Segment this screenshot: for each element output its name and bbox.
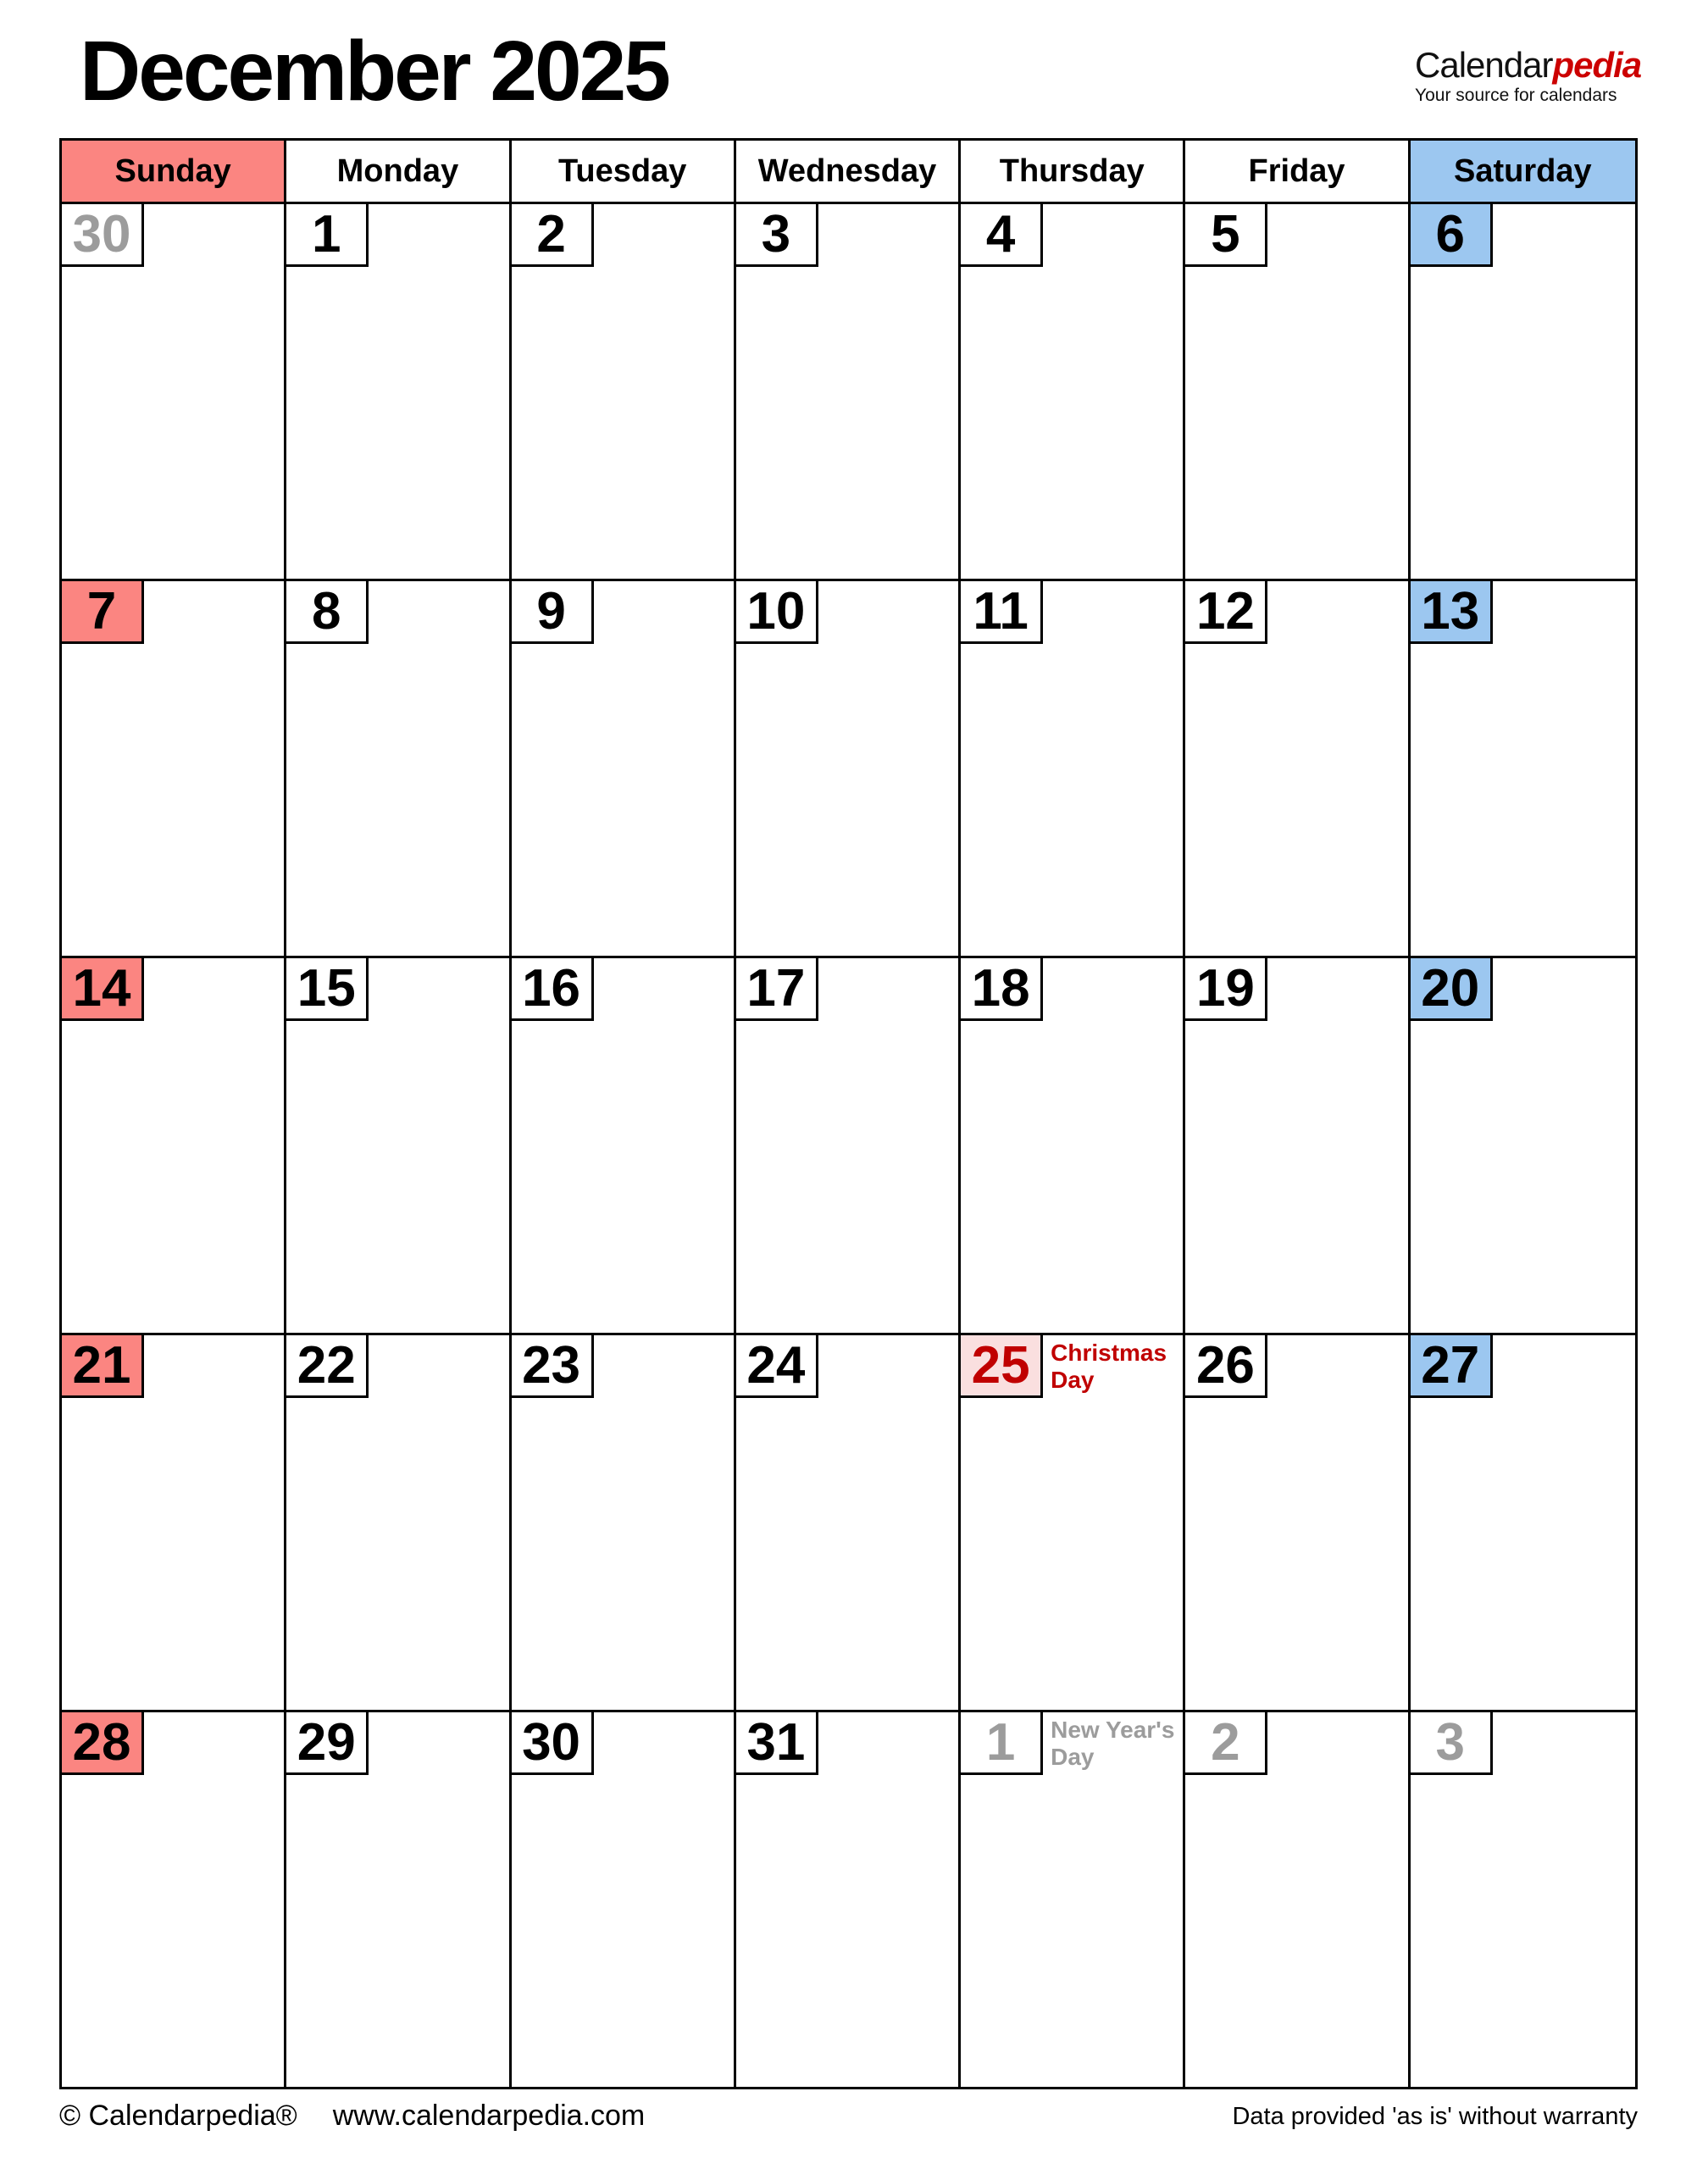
weekday-header-sunday: Sunday bbox=[62, 141, 286, 204]
day-cell bbox=[1185, 958, 1410, 1335]
footer-copyright: © Calendarpedia® bbox=[59, 2100, 297, 2132]
day-cell bbox=[62, 581, 286, 958]
logo-wordmark bbox=[1415, 45, 1642, 85]
holiday-label: Christmas Day bbox=[1051, 1340, 1167, 1394]
date-number: 9 bbox=[509, 579, 594, 644]
date-number: 27 bbox=[1408, 1333, 1493, 1398]
day-cell bbox=[1411, 581, 1635, 958]
logo-tagline: Your source for calendars bbox=[1415, 86, 1617, 105]
date-number: 4 bbox=[958, 202, 1043, 267]
date-number: 22 bbox=[284, 1333, 369, 1398]
weekday-header-friday: Friday bbox=[1185, 141, 1410, 204]
date-number: 11 bbox=[958, 579, 1043, 644]
day-cell bbox=[961, 958, 1185, 1335]
day-cell bbox=[1185, 1335, 1410, 1712]
date-number: 1 bbox=[958, 1710, 1043, 1775]
date-number: 3 bbox=[734, 202, 818, 267]
day-cell bbox=[62, 1335, 286, 1712]
day-cell bbox=[1411, 204, 1635, 581]
date-number: 26 bbox=[1183, 1333, 1267, 1398]
day-cell bbox=[736, 1712, 961, 2087]
date-number: 10 bbox=[734, 579, 818, 644]
day-cell bbox=[62, 958, 286, 1335]
page-footer bbox=[59, 2100, 1638, 2133]
day-cell bbox=[512, 204, 736, 581]
date-number: 15 bbox=[284, 956, 369, 1021]
date-number: 31 bbox=[734, 1710, 818, 1775]
weekday-header-monday: Monday bbox=[286, 141, 511, 204]
day-cell bbox=[1185, 1712, 1410, 2087]
footer-url: www.calendarpedia.com bbox=[332, 2100, 646, 2132]
day-cell bbox=[736, 581, 961, 958]
calendar-grid bbox=[59, 138, 1638, 2089]
day-cell bbox=[1411, 1335, 1635, 1712]
day-cell bbox=[961, 1335, 1185, 1712]
day-cell bbox=[512, 958, 736, 1335]
date-number: 2 bbox=[1183, 1710, 1267, 1775]
calendarpedia-logo bbox=[1415, 45, 1642, 105]
day-cell bbox=[286, 1712, 511, 2087]
day-cell bbox=[961, 204, 1185, 581]
date-number: 2 bbox=[509, 202, 594, 267]
day-cell bbox=[286, 1335, 511, 1712]
date-number: 20 bbox=[1408, 956, 1493, 1021]
date-number: 6 bbox=[1408, 202, 1493, 267]
date-number: 19 bbox=[1183, 956, 1267, 1021]
day-cell bbox=[736, 204, 961, 581]
day-cell bbox=[62, 1712, 286, 2087]
date-number: 23 bbox=[509, 1333, 594, 1398]
day-cell bbox=[1185, 581, 1410, 958]
date-number: 1 bbox=[284, 202, 369, 267]
holiday-label: New Year's Day bbox=[1051, 1717, 1175, 1771]
day-cell bbox=[286, 581, 511, 958]
footer-disclaimer: Data provided 'as is' without warranty bbox=[1232, 2103, 1638, 2130]
logo-text-red: pedia bbox=[1552, 45, 1642, 85]
date-number: 14 bbox=[59, 956, 144, 1021]
day-cell bbox=[1185, 204, 1410, 581]
footer-left bbox=[59, 2100, 645, 2133]
weekday-header-thursday: Thursday bbox=[961, 141, 1185, 204]
date-number: 24 bbox=[734, 1333, 818, 1398]
date-number: 21 bbox=[59, 1333, 144, 1398]
date-number: 30 bbox=[509, 1710, 594, 1775]
day-cell bbox=[961, 1712, 1185, 2087]
date-number: 7 bbox=[59, 579, 144, 644]
date-number: 28 bbox=[59, 1710, 144, 1775]
day-cell bbox=[1411, 1712, 1635, 2087]
day-cell bbox=[1411, 958, 1635, 1335]
date-number: 29 bbox=[284, 1710, 369, 1775]
day-cell bbox=[62, 204, 286, 581]
page-title: December 2025 bbox=[80, 24, 668, 119]
day-cell bbox=[512, 581, 736, 958]
date-number: 17 bbox=[734, 956, 818, 1021]
weekday-header-wednesday: Wednesday bbox=[736, 141, 961, 204]
day-cell bbox=[736, 958, 961, 1335]
weekday-header-tuesday: Tuesday bbox=[512, 141, 736, 204]
date-number: 12 bbox=[1183, 579, 1267, 644]
date-number: 8 bbox=[284, 579, 369, 644]
day-cell bbox=[286, 204, 511, 581]
date-number: 13 bbox=[1408, 579, 1493, 644]
day-cell bbox=[286, 958, 511, 1335]
day-cell bbox=[736, 1335, 961, 1712]
logo-text-black: Calendar bbox=[1415, 45, 1553, 85]
date-number: 5 bbox=[1183, 202, 1267, 267]
date-number: 18 bbox=[958, 956, 1043, 1021]
weekday-header-saturday: Saturday bbox=[1411, 141, 1635, 204]
day-cell bbox=[512, 1712, 736, 2087]
date-number: 16 bbox=[509, 956, 594, 1021]
day-cell bbox=[961, 581, 1185, 958]
date-number: 25 bbox=[958, 1333, 1043, 1398]
date-number: 3 bbox=[1408, 1710, 1493, 1775]
day-cell bbox=[512, 1335, 736, 1712]
date-number: 30 bbox=[59, 202, 144, 267]
